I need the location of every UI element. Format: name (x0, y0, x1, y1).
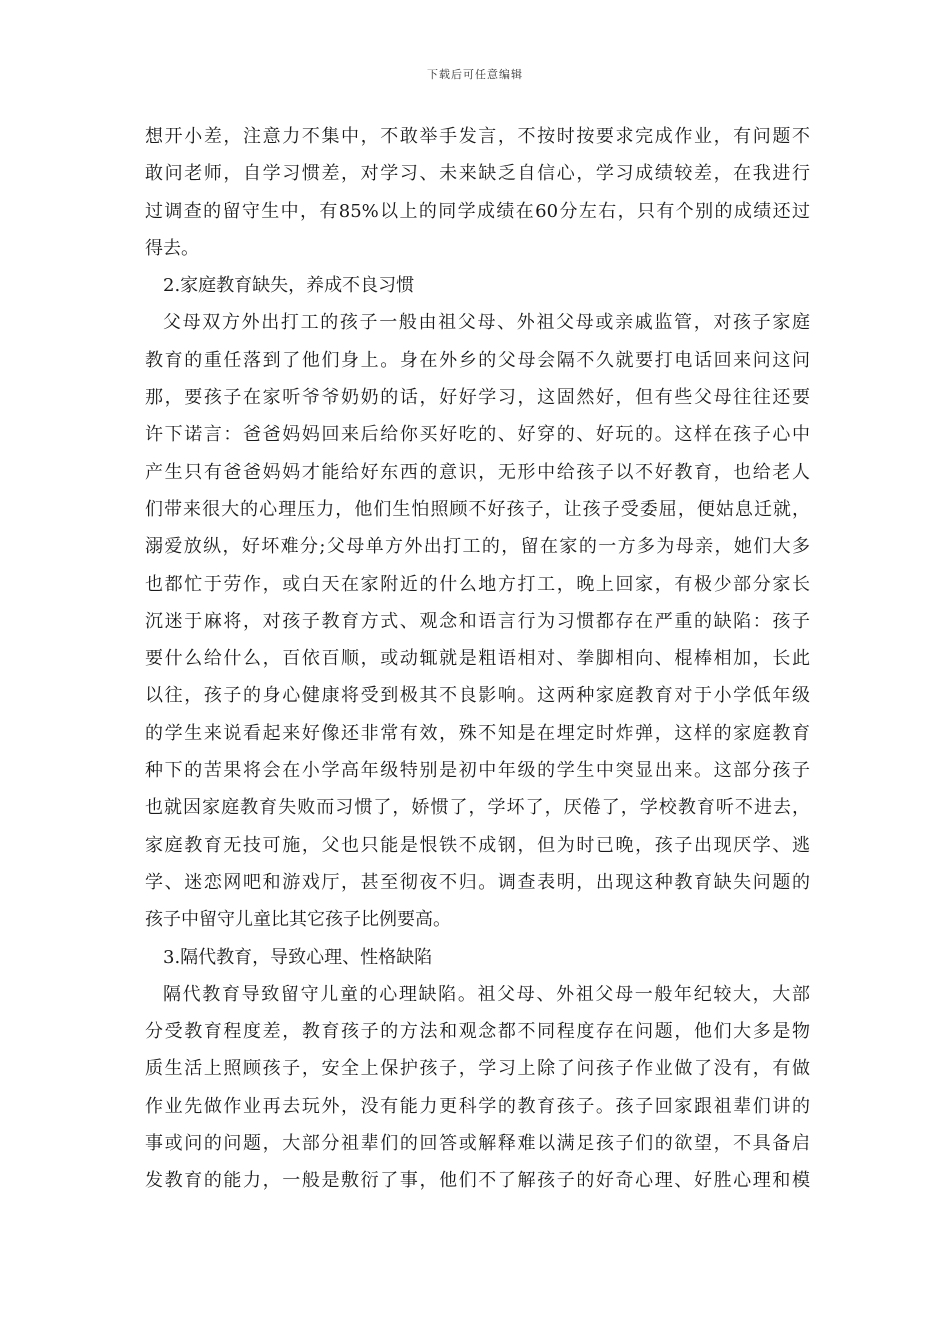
document-body (145, 118, 810, 1200)
text-line: 家庭教育无技可施，父也只能是恨铁不成钢，但为时已晚，孩子出现厌学、逃 (145, 834, 810, 856)
text-line: 溺爱放纵，好坏难分;父母单方外出打工的，留在家的一方多为母亲，她们大多 (145, 536, 810, 558)
text-line: 学、迷恋网吧和游戏厅，甚至彻夜不归。调查表明，出现这种教育缺失问题的 (145, 871, 810, 893)
text-line: 敢问老师，自学习惯差，对学习、未来缺乏自信心，学习成绩较差，在我进行 (145, 163, 810, 185)
text-line: 隔代教育导致留守儿童的心理缺陷。祖父母、外祖父母一般年纪较大，大部 (163, 983, 810, 1005)
text-line: 要什么给什么，百依百顺，或动辄就是粗语相对、拳脚相向、棍棒相加，长此 (145, 648, 810, 670)
section-heading: 3.隔代教育，导致心理、性格缺陷 (163, 946, 433, 968)
text-line: 的学生来说看起来好像还非常有效，殊不知是在埋定时炸弹，这样的家庭教育 (145, 722, 810, 744)
text-line: 许下诺言：爸爸妈妈回来后给你买好吃的、好穿的、好玩的。这样在孩子心中 (145, 424, 810, 446)
text-line: 得去。 (145, 237, 199, 259)
section-heading: 2.家庭教育缺失，养成不良习惯 (163, 275, 415, 297)
text-line: 也都忙于劳作，或白天在家附近的什么地方打工，晚上回家，有极少部分家长 (145, 573, 810, 595)
text-line: 事或问的问题，大部分祖辈们的回答或解释难以满足孩子们的欲望，不具备启 (145, 1133, 810, 1155)
text-line: 想开小差，注意力不集中，不敢举手发言，不按时按要求完成作业，有问题不 (145, 126, 810, 147)
text-line: 过调查的留守生中，有85%以上的同学成绩在60分左右，只有个别的成绩还过 (145, 200, 810, 222)
text-line: 以往，孩子的身心健康将受到极其不良影响。这两种家庭教育对于小学低年级 (145, 685, 810, 707)
text-line: 也就因家庭教育失败而习惯了，娇惯了，学坏了，厌倦了，学校教育听不进去， (145, 797, 810, 819)
text-line: 们带来很大的心理压力，他们生怕照顾不好孩子，让孩子受委屈，便姑息迁就， (145, 498, 810, 520)
page-header: 下载后可任意编辑 (427, 68, 523, 81)
text-line: 发教育的能力，一般是敷衍了事，他们不了解孩子的好奇心理、好胜心理和模 (145, 1170, 810, 1192)
text-line: 父母双方外出打工的孩子一般由祖父母、外祖父母或亲戚监管，对孩子家庭 (163, 312, 810, 334)
text-line: 作业先做作业再去玩外，没有能力更科学的教育孩子。孩子回家跟祖辈们讲的 (145, 1095, 810, 1117)
paragraph-lines (145, 118, 810, 1200)
text-line: 产生只有爸爸妈妈才能给好东西的意识，无形中给孩子以不好教育，也给老人 (145, 461, 810, 483)
text-line: 孩子中留守儿童比其它孩子比例要高。 (145, 909, 451, 931)
text-line: 那，要孩子在家听爷爷奶奶的话，好好学习，这固然好，但有些父母往往还要 (145, 387, 810, 409)
text-line: 教育的重任落到了他们身上。身在外乡的父母会隔不久就要打电话回来问这问 (145, 349, 810, 371)
text-line: 分受教育程度差，教育孩子的方法和观念都不同程度存在问题，他们大多是物 (145, 1021, 810, 1043)
text-line: 种下的苦果将会在小学高年级特别是初中年级的学生中突显出来。这部分孩子 (145, 760, 810, 782)
text-line: 质生活上照顾孩子，安全上保护孩子，学习上除了问孩子作业做了没有，有做 (145, 1058, 810, 1080)
text-line: 沉迷于麻将，对孩子教育方式、观念和语言行为习惯都存在严重的缺陷：孩子 (145, 610, 810, 632)
